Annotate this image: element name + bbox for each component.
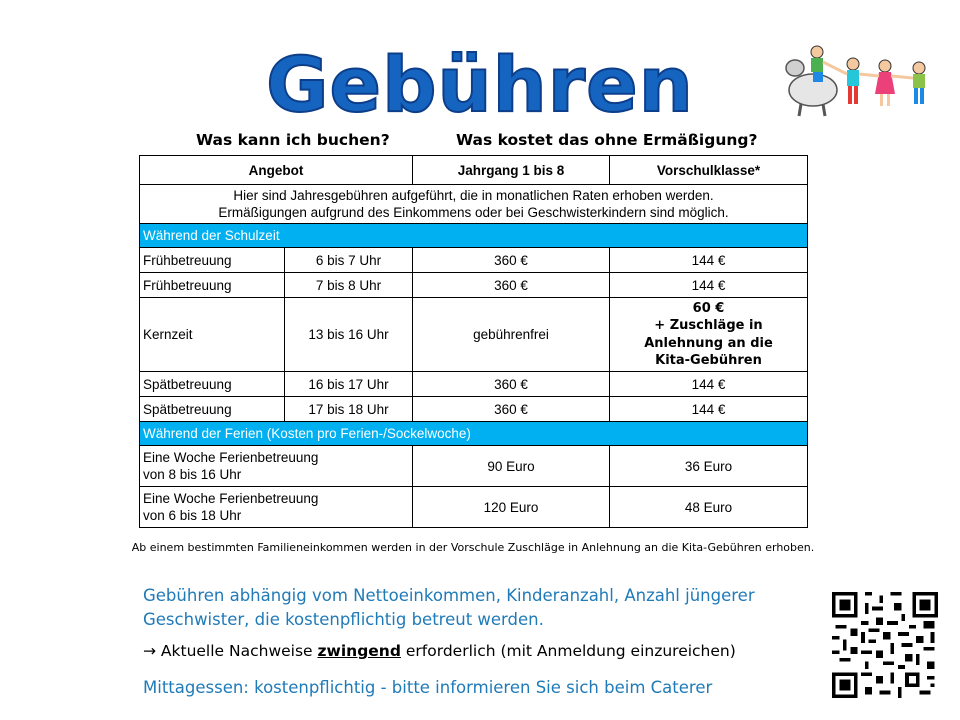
- cell-angebot-line: von 6 bis 18 Uhr: [143, 508, 242, 523]
- info-line: Gebühren abhängig vom Nettoeinkommen, Kinderanzahl, Anzahl jüngerer: [143, 586, 755, 605]
- section-holiday: [140, 422, 808, 446]
- cell-angebot: Frühbetreuung: [140, 248, 285, 273]
- cell-vorschule: 144 €: [610, 372, 808, 397]
- cell-zeit: 13 bis 16 Uhr: [285, 298, 413, 372]
- page-title: Gebühren: [266, 40, 694, 129]
- cell-angebot: [140, 487, 413, 528]
- cell-angebot: Spätbetreuung: [140, 372, 285, 397]
- cell-zeit: 6 bis 7 Uhr: [285, 248, 413, 273]
- section-school-label: Während der Schulzeit: [140, 224, 808, 248]
- table-note-line: Hier sind Jahresgebühren aufgeführt, die in monatlichen Raten erhoben werden.: [233, 188, 714, 203]
- table-note-line: Ermäßigungen aufgrund des Einkommens oder bei Geschwisterkindern sind möglich.: [218, 205, 729, 220]
- table-header-row: [140, 156, 808, 185]
- table-row: [140, 298, 808, 372]
- cell-jahrgang: 120 Euro: [413, 487, 610, 528]
- lunch-note: Mittagessen: kostenpflichtig - bitte informieren Sie sich beim Caterer: [143, 678, 713, 697]
- header-angebot: Angebot: [140, 156, 413, 185]
- cell-vorschule: 144 €: [610, 397, 808, 422]
- cell-angebot-line: Eine Woche Ferienbetreuung: [143, 450, 319, 465]
- kernzeit-price: 60 €: [692, 300, 725, 316]
- table-note-row: [140, 185, 808, 224]
- header-jahrgang: Jahrgang 1 bis 8: [413, 156, 610, 185]
- table-row: [140, 248, 808, 273]
- cell-jahrgang: gebührenfrei: [413, 298, 610, 372]
- cell-zeit: 7 bis 8 Uhr: [285, 273, 413, 298]
- cell-jahrgang: 360 €: [413, 273, 610, 298]
- cell-vorschule: 36 Euro: [610, 446, 808, 487]
- table-row: [140, 273, 808, 298]
- footnote: Ab einem bestimmten Familieneinkommen werden in der Vorschule Zuschläge in Anlehnung an die Kita-Gebühren erhoben.: [131, 541, 815, 554]
- header-vorschule: Vorschulklasse*: [610, 156, 808, 185]
- proof-emphasis: zwingend: [317, 642, 401, 660]
- cell-angebot: Spätbetreuung: [140, 397, 285, 422]
- cell-vorschule: [610, 298, 808, 372]
- subhead-costs: Was kostet das ohne Ermäßigung?: [456, 131, 758, 149]
- cell-vorschule: 144 €: [610, 248, 808, 273]
- cell-vorschule: 144 €: [610, 273, 808, 298]
- subhead-booking: Was kann ich buchen?: [196, 131, 390, 149]
- table-note: [140, 185, 808, 224]
- section-school: [140, 224, 808, 248]
- cell-jahrgang: 360 €: [413, 397, 610, 422]
- table-row: [140, 372, 808, 397]
- table-row: [140, 397, 808, 422]
- section-holiday-label: Während der Ferien (Kosten pro Ferien-/Sockelwoche): [140, 422, 808, 446]
- cell-zeit: 17 bis 18 Uhr: [285, 397, 413, 422]
- proof-suffix: erforderlich (mit Anmeldung einzureichen): [400, 642, 736, 660]
- table-row: [140, 487, 808, 528]
- table-row: [140, 446, 808, 487]
- cell-jahrgang: 360 €: [413, 372, 610, 397]
- cell-zeit: 16 bis 17 Uhr: [285, 372, 413, 397]
- cell-angebot: Frühbetreuung: [140, 273, 285, 298]
- cell-jahrgang: 90 Euro: [413, 446, 610, 487]
- kernzeit-surcharge-line: + Zuschläge in: [654, 318, 763, 333]
- info-line: Geschwister, die kostenpflichtig betreut werden.: [143, 610, 544, 629]
- cell-jahrgang: 360 €: [413, 248, 610, 273]
- qr-code-icon[interactable]: [832, 592, 938, 698]
- cell-angebot-line: von 8 bis 16 Uhr: [143, 467, 242, 482]
- children-illustration: [783, 40, 943, 120]
- proof-prefix: → Aktuelle Nachweise: [143, 642, 318, 660]
- kernzeit-surcharge-line: Anlehnung an die: [644, 335, 773, 351]
- proof-note: [143, 640, 736, 662]
- cell-vorschule: 48 Euro: [610, 487, 808, 528]
- kernzeit-surcharge-line: Kita-Gebühren: [655, 353, 762, 368]
- fees-table: [139, 155, 808, 528]
- cell-angebot: [140, 446, 413, 487]
- cell-angebot: Kernzeit: [140, 298, 285, 372]
- cell-angebot-line: Eine Woche Ferienbetreuung: [143, 491, 319, 506]
